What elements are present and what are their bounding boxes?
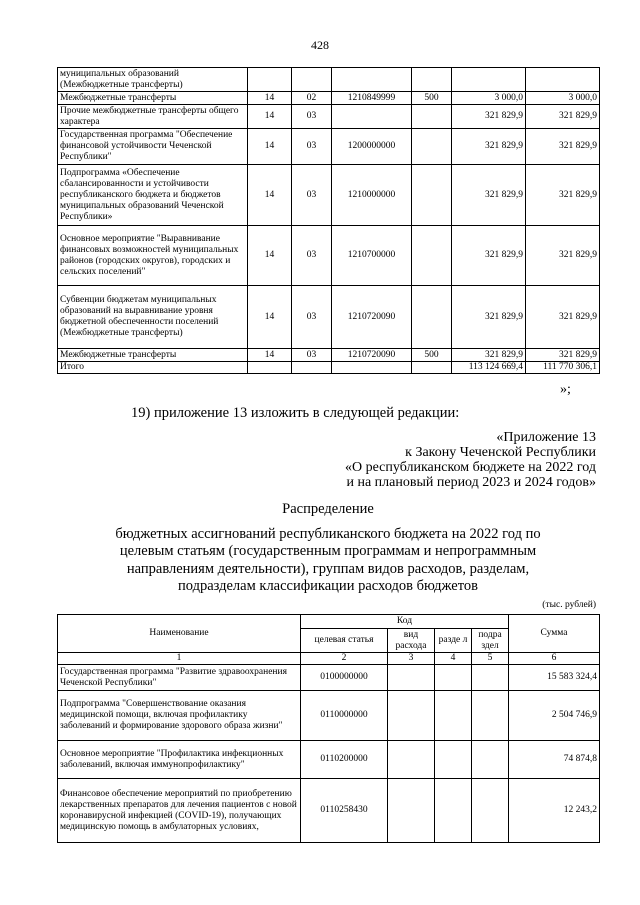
header-name: Наименование	[58, 615, 301, 653]
table-row: Субвенции бюджетам муниципальных образований на выравнивание уровня бюджетной обеспеченности поселений (Межбюджетные трансферты) 14 03 1210720090 321 829,9 321 829,9	[58, 286, 600, 349]
row-name: Межбюджетные трансферты	[58, 349, 248, 362]
row-name: Основное мероприятие "Выравнивание финансовых возможностей муниципальных районов (городских округов), городских и сельских поселений"	[58, 226, 248, 286]
appendix-header: «Приложение 13 к Закону Чеченской Республики «О республиканском бюджете на 2022 год и на плановый период 2023 и 2024 годов»	[345, 430, 596, 490]
table-row: Основное мероприятие "Профилактика инфекционных заболеваний, включая иммунопрофилактику" 0110200000 74 874,8	[58, 741, 600, 779]
table-row: Межбюджетные трансферты 14 03 1210720090 500 321 829,9 321 829,9	[58, 349, 600, 362]
table-row: Финансовое обеспечение мероприятий по приобретению лекарственных препаратов для лечения пациентов с новой коронавирусной инфекцией (COVID-19), получающих медицинскую помощь в амбулаторных условиях, 0110258430 12 243,2	[58, 779, 600, 843]
row-name: муниципальных образований (Межбюджетные трансферты)	[58, 68, 248, 92]
row-name: Подпрограмма "Совершенствование оказания медицинской помощи, включая профилактику заболеваний и формирование здорового образа жизни"	[58, 691, 301, 741]
header-amount: Сумма	[509, 615, 600, 653]
row-name: Межбюджетные трансферты	[58, 92, 248, 105]
table-row	[58, 68, 600, 92]
header-expense: вид расхода	[388, 629, 435, 653]
row-name: Финансовое обеспечение мероприятий по приобретению лекарственных препаратов для лечения пациентов с новой коронавирусной инфекцией (COVID-19), получающих медицинскую помощь в амбулаторных условиях,	[58, 779, 301, 843]
table-row: Подпрограмма "Совершенствование оказания медицинской помощи, включая профилактику заболеваний и формирование здорового образа жизни" 0110000000 2 504 746,9	[58, 691, 600, 741]
row-name: Субвенции бюджетам муниципальных образований на выравнивание уровня бюджетной обеспеченности поселений (Межбюджетные трансферты)	[58, 286, 248, 349]
header-code: Код	[301, 615, 509, 629]
row-name: Итого	[58, 362, 248, 374]
document-title: Распределение бюджетных ассигнований республиканского бюджета на 2022 год по целевым статьям (государственным программам и непрограммным направлениям деятельности), группам видов расходов, разделам, подразделам классификации расходов бюджетов	[115, 501, 541, 594]
row-name: Подпрограмма «Обеспечение сбалансированности и устойчивости республиканского бюджета и бюджетов муниципальных образований Чеченской Республики»	[58, 165, 248, 226]
table-row: Межбюджетные трансферты 14 02 1210849999 500 3 000,0 3 000,0	[58, 92, 600, 105]
header-target: целевая статья	[301, 629, 388, 653]
table-row: Прочие межбюджетные трансферты общего характера 14 03 321 829,9 321 829,9	[58, 105, 600, 129]
row-name: Основное мероприятие "Профилактика инфекционных заболеваний, включая иммунопрофилактику"	[58, 741, 301, 779]
row-name: Государственная программа "Развитие здравоохранения Чеченской Республики"	[58, 665, 301, 691]
table-row: Государственная программа "Обеспечение финансовой устойчивости Чеченской Республики" 14 03 1200000000 321 829,9 321 829,9	[58, 129, 600, 165]
table-row: Основное мероприятие "Выравнивание финансовых возможностей муниципальных районов (городских округов), городских и сельских поселений" 14 03 1210700000 321 829,9 321 829,9	[58, 226, 600, 286]
column-numbering-row: 1 2 3 4 5 6	[58, 653, 600, 665]
header-section: разде л	[435, 629, 472, 653]
allocation-table	[57, 614, 600, 843]
page-number: 428	[311, 38, 329, 52]
row-name: Прочие межбюджетные трансферты общего характера	[58, 105, 248, 129]
total-row: Итого 113 124 669,4 111 770 306,1	[58, 362, 600, 374]
table-continuation	[57, 67, 600, 374]
closing-quote: »;	[560, 382, 571, 397]
table-header-row	[58, 615, 600, 629]
table-row: Государственная программа "Развитие здравоохранения Чеченской Республики" 0100000000 15 583 324,4	[58, 665, 600, 691]
header-subsection: подра здел	[472, 629, 509, 653]
amendment-item-19: 19) приложение 13 изложить в следующей редакции:	[131, 405, 460, 421]
table-row: Подпрограмма «Обеспечение сбалансированности и устойчивости республиканского бюджета и бюджетов муниципальных образований Чеченской Республики» 14 03 1210000000 321 829,9 321 829,9	[58, 165, 600, 226]
row-name: Государственная программа "Обеспечение финансовой устойчивости Чеченской Республики"	[58, 129, 248, 165]
units-label: (тыс. рублей)	[542, 600, 596, 610]
